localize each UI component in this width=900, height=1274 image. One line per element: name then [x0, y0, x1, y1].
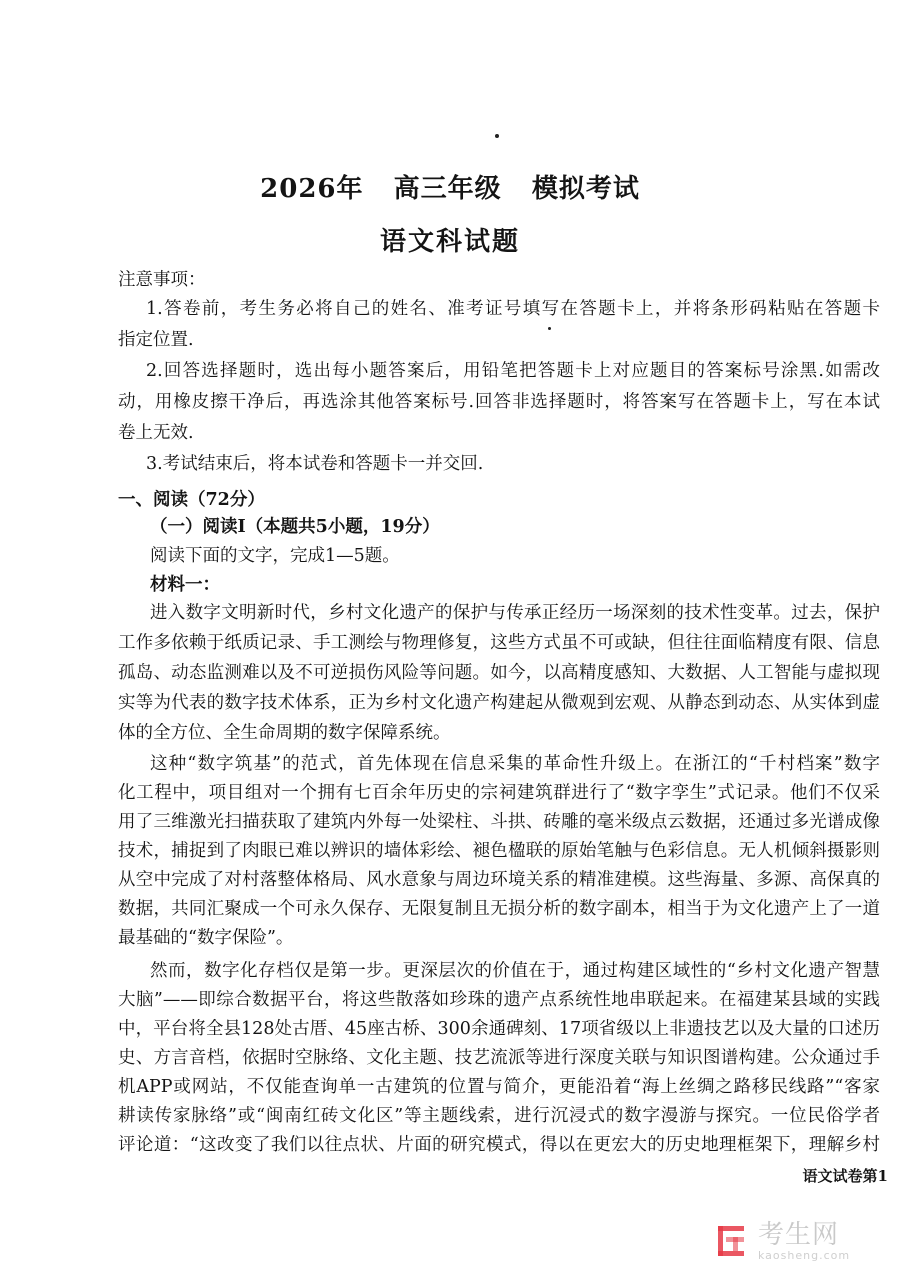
- passage-line: 进入数字文明新时代，乡村文化遗产的保护与传承正经历一场深刻的技术性变革。过去，保护: [150, 603, 880, 623]
- passage-line: 这种“数字筑基”的范式，首先体现在信息采集的革命性升级上。在浙江的“千村档案”数字: [150, 754, 880, 774]
- note-2-line-2: 动，用橡皮擦干净后，再选涂其他答案标号.回答非选择题时，将答案写在答题卡上，写在本试: [118, 392, 880, 412]
- passage-line: 最基础的“数字保险”。: [118, 928, 294, 948]
- passage-line: 实等为代表的数字技术体系，正为乡村文化遗产构建起从微观到宏观、从静态到动态、从实体到虚: [118, 693, 880, 713]
- passage-line: 史、方言音档，依据时空脉络、文化主题、技艺流派等进行深度关联与知识图谱构建。公众通过手: [118, 1048, 880, 1068]
- subject-title: 语文科试题: [379, 227, 520, 257]
- note-3: 3.考试结束后，将本试卷和答题卡一并交回.: [146, 454, 484, 474]
- watermark-name: 考生网: [758, 1219, 840, 1250]
- note-1-line-1: 1.答卷前，考生务必将自己的姓名、准考证号填写在答题卡上，并将条形码粘贴在答题卡: [146, 299, 880, 319]
- passage-line: 评论道：“这改变了我们以往点状、片面的研究模式，得以在更宏大的历史地理框架下，理解乡村: [118, 1135, 880, 1155]
- passage-line: 中，平台将全县128处古厝、45座古桥、300余通碑刻、17项省级以上非遗技艺以及大量的口述历: [118, 1019, 880, 1039]
- passage-line: 体的全方位、全生命周期的数字保障系统。: [118, 723, 451, 743]
- section-heading: 一、阅读（72分）: [118, 490, 265, 510]
- passage-line: 大脑”——即综合数据平台，将这些散落如珍珠的遗产点系统性地串联起来。在福建某县域的实践: [118, 990, 880, 1010]
- passage-line: 从空中完成了对村落整体格局、风水意象与周边环境关系的精准建模。这些海量、多源、高保真的: [118, 870, 880, 890]
- passage-line: 数据，共同汇聚成一个可永久保存、无限复制且无损分析的数字副本，相当于为文化遗产上了一道: [118, 899, 880, 919]
- passage-line: 耕读传家脉络”或“闽南红砖文化区”等主题线索，进行沉浸式的数字漫游与探究。一位民俗学者: [118, 1106, 880, 1126]
- material-label: 材料一：: [150, 575, 220, 595]
- passage-line: 用了三维激光扫描获取了建筑内外每一处梁柱、斗拱、砖雕的毫米级点云数据，还通过多光谱成像: [118, 812, 880, 832]
- passage-line: 机APP或网站，不仅能查询单一古建筑的位置与简介，更能沿着“海上丝绸之路移民线路”“客家: [118, 1077, 880, 1097]
- passage-line: 化工程中，项目组对一个拥有七百余年历史的宗祠建筑群进行了“数字孪生”式记录。他们不仅采: [118, 783, 880, 803]
- instruction-text: 阅读下面的文字，完成1—5题。: [150, 546, 400, 566]
- watermark-url: kaosheng.com: [758, 1248, 851, 1262]
- exam-title: 2026年 高三年级 模拟考试: [260, 174, 640, 204]
- passage-line: 工作多依赖于纸质记录、手工测绘与物理修复，这些方式虽不可或缺，但往往面临精度有限、信息: [118, 633, 880, 653]
- scan-dot-mark: [548, 327, 551, 330]
- note-2-line-1: 2.回答选择题时，选出每小题答案后，用铅笔把答题卡上对应题目的答案标号涂黑.如需改: [146, 361, 880, 381]
- sub-section-heading: （一）阅读Ⅰ（本题共5小题，19分）: [150, 517, 440, 537]
- scan-dot-mark: [495, 134, 499, 138]
- notes-heading: 注意事项：: [118, 270, 206, 290]
- page-footer-label: 语文试卷第1: [802, 1167, 888, 1185]
- watermark-logo-icon: [714, 1223, 750, 1259]
- note-1-line-2: 指定位置.: [118, 330, 194, 350]
- note-2-line-3: 卷上无效.: [118, 423, 194, 443]
- watermark: [714, 1218, 894, 1264]
- passage-line: 然而，数字化存档仅是第一步。更深层次的价值在于，通过构建区域性的“乡村文化遗产智慧: [150, 961, 880, 981]
- passage-line: 孤岛、动态监测难以及不可逆损伤风险等问题。如今，以高精度感知、大数据、人工智能与虚拟现: [118, 663, 880, 683]
- passage-line: 技术，捕捉到了肉眼已难以辨识的墙体彩绘、褪色楹联的原始笔触与色彩信息。无人机倾斜摄影则: [118, 841, 880, 861]
